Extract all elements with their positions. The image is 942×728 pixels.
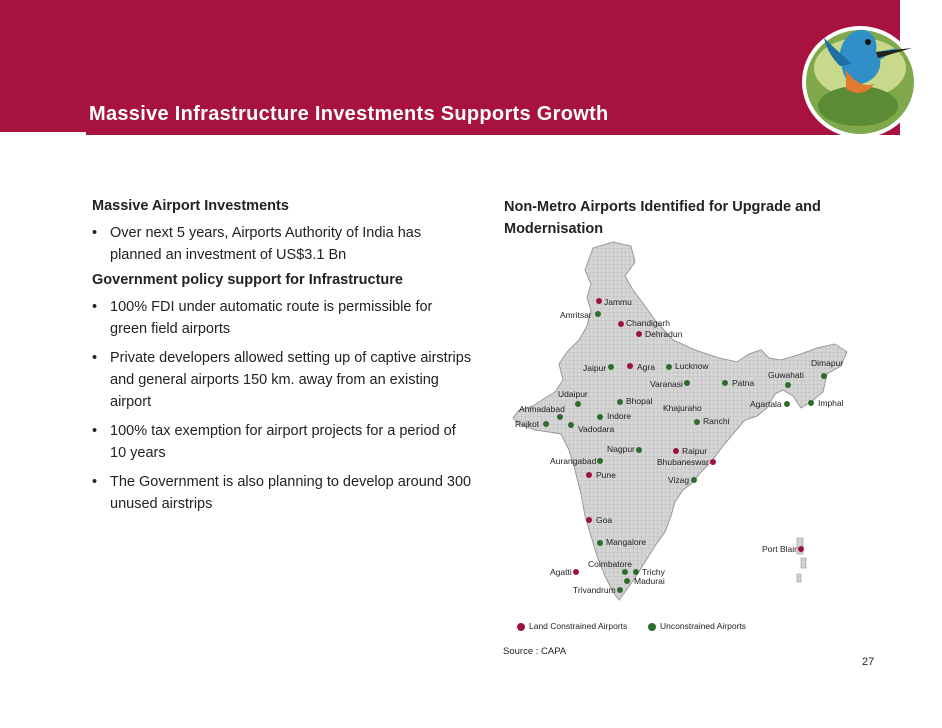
city-label-agartala: Agartala xyxy=(750,399,782,409)
city-label-patna: Patna xyxy=(732,378,755,388)
city-dot-ranchi xyxy=(694,419,700,425)
city-label-ranchi: Ranchi xyxy=(703,416,730,426)
source-note: Source : CAPA xyxy=(503,646,567,657)
city-label-coimbatore: Coimbatore xyxy=(588,559,632,569)
city-label-pune: Pune xyxy=(596,470,616,480)
legend-unconstrained-label: Unconstrained Airports xyxy=(660,621,747,631)
city-dot-bhopal xyxy=(617,399,623,405)
city-dot-lucknow xyxy=(666,364,672,370)
city-label-madurai: Madurai xyxy=(634,576,665,586)
city-label-goa: Goa xyxy=(596,515,613,525)
city-label-udaipur: Udaipur xyxy=(558,389,588,399)
city-dot-indore xyxy=(597,414,603,420)
city-dot-dimapur xyxy=(821,373,827,379)
city-dot-nagpur xyxy=(636,447,642,453)
city-label-agatti: Agatti xyxy=(550,567,572,577)
bullet-fdi: • 100% FDI under automatic route is permissible for green field airports xyxy=(92,296,472,340)
city-dot-ahmadabad xyxy=(557,414,563,420)
city-dot-raipur xyxy=(673,448,679,454)
city-label-mangalore: Mangalore xyxy=(606,537,647,547)
kingfisher-logo xyxy=(794,8,926,144)
city-dot-imphal xyxy=(808,400,814,406)
legend-land-constrained-label: Land Constrained Airports xyxy=(529,621,628,631)
city-dot-madurai xyxy=(624,578,630,584)
city-dot-bhubaneswar xyxy=(710,459,716,465)
heading-policy-support: Government policy support for Infrastructure xyxy=(92,272,403,288)
map-heading: Non-Metro Airports Identified for Upgrade and Modernisation xyxy=(504,199,821,237)
header-underline xyxy=(86,132,900,135)
city-label-bhopal: Bhopal xyxy=(626,396,653,406)
city-dot-goa xyxy=(586,517,592,523)
legend-land-constrained-marker xyxy=(517,623,525,631)
bullet-private-developers: • Private developers allowed setting up of captive airstrips and general airports 150 km. away from an existing airport xyxy=(92,347,472,413)
city-label-agra: Agra xyxy=(637,362,655,372)
city-label-bhubaneswar: Bhubaneswar xyxy=(657,457,709,467)
city-label-port-blair: Port Blair xyxy=(762,544,797,554)
city-dot-port-blair xyxy=(798,546,804,552)
city-label-trivandrum: Trivandrum xyxy=(573,585,616,595)
city-dot-agartala xyxy=(784,401,790,407)
city-label-aurangabad: Aurangabad xyxy=(550,456,597,466)
city-label-chandigarh: Chandigarh xyxy=(626,318,670,328)
city-dot-varanasi xyxy=(684,380,690,386)
city-dot-agatti xyxy=(573,569,579,575)
city-label-vizag: Vizag xyxy=(668,475,690,485)
city-dot-aurangabad xyxy=(597,458,603,464)
city-label-imphal: Imphal xyxy=(818,398,844,408)
city-dot-mangalore xyxy=(597,540,603,546)
bullet-tax-exemption: • 100% tax exemption for airport projects for a period of 10 years xyxy=(92,420,472,464)
city-label-vadodara: Vadodara xyxy=(578,424,615,434)
city-label-raipur: Raipur xyxy=(682,446,708,456)
city-label-lucknow: Lucknow xyxy=(675,361,709,371)
city-dot-patna xyxy=(722,380,728,386)
city-dot-trivandrum xyxy=(617,587,623,593)
city-label-jammu: Jammu xyxy=(604,297,632,307)
city-label-dehradun: Dehradun xyxy=(645,329,683,339)
city-dot-guwahati xyxy=(785,382,791,388)
city-dot-trichy xyxy=(633,569,639,575)
map-legend xyxy=(517,621,746,631)
city-dot-dehradun xyxy=(636,331,642,337)
city-dot-vadodara xyxy=(568,422,574,428)
city-dot-chandigarh xyxy=(618,321,624,327)
legend-unconstrained-marker xyxy=(648,623,656,631)
bullet-unused-airstrips: • The Government is also planning to develop around 300 unused airstrips xyxy=(92,471,472,515)
city-label-trichy: Trichy xyxy=(642,567,665,577)
city-dot-jammu xyxy=(596,298,602,304)
city-label-rajkot: Rajkot xyxy=(515,419,540,429)
city-label-varanasi: Varanasi xyxy=(650,379,683,389)
city-label-dimapur: Dimapur xyxy=(811,358,844,368)
left-column xyxy=(92,196,472,515)
city-label-jaipur: Jaipur xyxy=(583,363,607,373)
city-dot-rajkot xyxy=(543,421,549,427)
slide-title: Massive Infrastructure Investments Supports Growth xyxy=(89,103,609,125)
city-dot-pune xyxy=(586,472,592,478)
city-dot-vizag xyxy=(691,477,697,483)
page-number: 27 xyxy=(862,656,875,668)
city-dot-coimbatore xyxy=(622,569,628,575)
city-label-guwahati: Guwahati xyxy=(768,370,804,380)
city-label-ahmadabad: Ahmadabad xyxy=(519,404,565,414)
bullet-investment: • Over next 5 years, Airports Authority of India has planned an investment of US$3.1 Bn xyxy=(92,222,472,266)
city-dot-jaipur xyxy=(608,364,614,370)
city-dot-udaipur xyxy=(575,401,581,407)
city-label-indore: Indore xyxy=(607,411,632,421)
heading-airport-investments: Massive Airport Investments xyxy=(92,198,289,214)
city-label-khajuraho: Khajuraho xyxy=(663,403,702,413)
city-dot-amritsar xyxy=(595,311,601,317)
city-dot-agra xyxy=(627,363,633,369)
city-label-amritsar: Amritsar xyxy=(560,310,592,320)
city-label-nagpur: Nagpur xyxy=(607,444,635,454)
